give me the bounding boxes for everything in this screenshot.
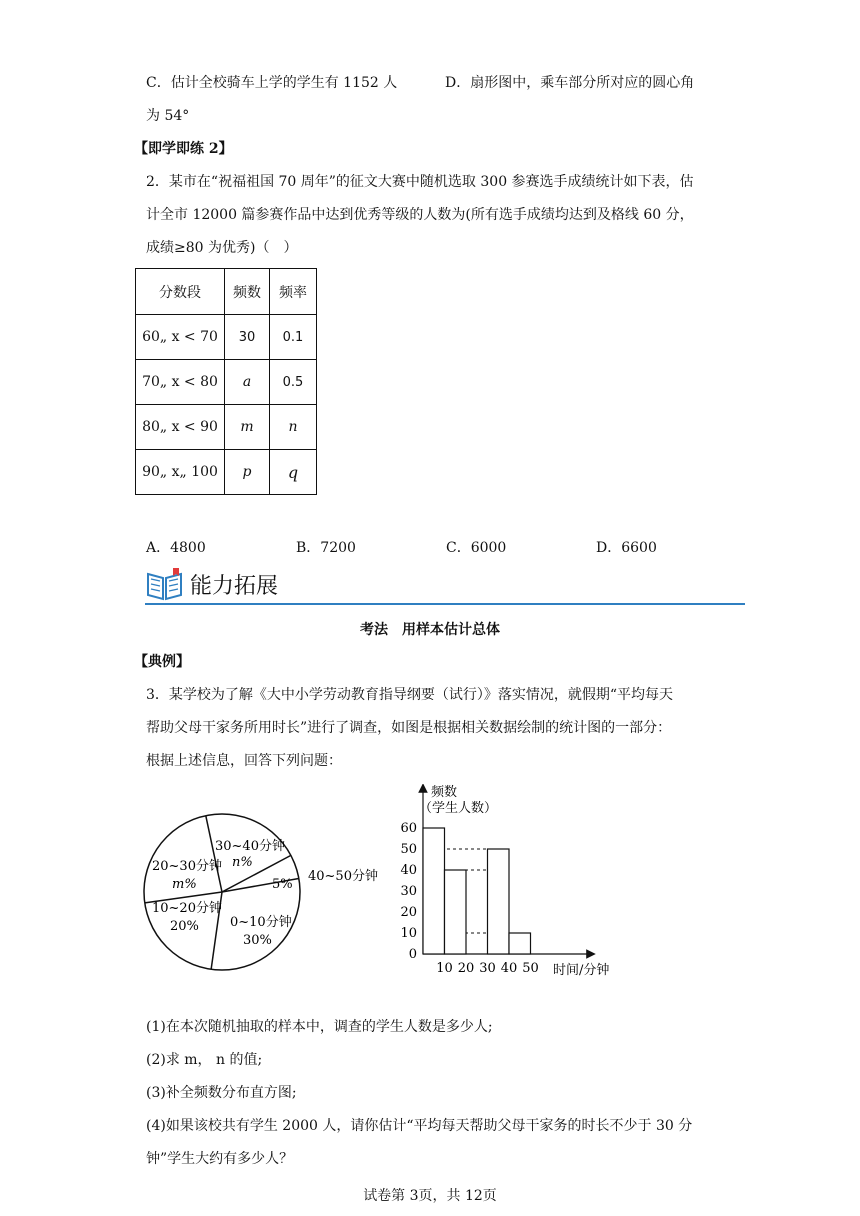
y-tick-label: 40 [400, 863, 417, 878]
table-cell: 0.1 [270, 315, 317, 360]
pie-value: m% [172, 877, 197, 892]
banner-title: 能力拓展 [190, 574, 279, 599]
table-cell: 80„ x < 90 [136, 405, 225, 450]
answer-option-c: C．6000 [446, 540, 507, 556]
q3-line3: 根据上述信息，回答下列问题： [146, 753, 342, 769]
table-cell: a [225, 360, 270, 405]
pie-label: 10~20分钟 [152, 901, 222, 916]
x-tick-label: 30 [479, 961, 496, 976]
score-table [135, 268, 317, 495]
y-tick-label: 20 [400, 905, 417, 920]
histogram-bar [509, 933, 531, 954]
table-header: 频数 [225, 269, 270, 315]
q3-line2: 帮助父母干家务所用时长”进行了调查，如图是根据相关数据绘制的统计图的一部分： [146, 720, 672, 736]
pie-label: 30~40分钟 [215, 839, 285, 854]
answer-option-a: A．4800 [146, 540, 206, 556]
pie-value: n% [232, 855, 253, 870]
x-axis-label: 时间/分钟 [553, 963, 610, 978]
q3-subq1: (1)在本次随机抽取的样本中，调查的学生人数是多少人; [146, 1019, 493, 1035]
pie-chart [140, 808, 380, 976]
table-cell: 70„ x < 80 [136, 360, 225, 405]
table-header: 频率 [270, 269, 317, 315]
answer-option-d: D．6600 [596, 540, 657, 556]
x-tick-label: 40 [500, 961, 518, 976]
y-tick-label: 30 [400, 884, 417, 899]
table-cell: q [270, 450, 317, 495]
banner-divider [145, 603, 745, 605]
y-tick-label: 10 [400, 926, 417, 941]
page-footer: 试卷第 3页，共 12页 [363, 1188, 497, 1204]
table-cell: 30 [225, 315, 270, 360]
x-tick-label: 10 [436, 961, 453, 976]
pie-value: 5% [272, 877, 293, 892]
option-c: C．估计全校骑车上学的学生有 1152 人 [146, 75, 398, 91]
option-d-continued: 为 54° [146, 108, 190, 124]
table-cell: n [270, 405, 317, 450]
table-cell: 90„ x„ 100 [136, 450, 225, 495]
book-icon [145, 566, 185, 602]
q3-subq3: (3)补全频数分布直方图; [146, 1085, 297, 1101]
q2-line2: 计全市 12000 篇参赛作品中达到优秀等级的人数为(所有选手成绩均达到及格线 60 分， [146, 207, 694, 223]
x-tick-label: 20 [457, 961, 475, 976]
pie-label: 40~50分钟 [308, 869, 378, 884]
y-axis-label-unit: （学生人数） [419, 801, 498, 816]
table-header: 分数段 [136, 269, 225, 315]
q3-subq4-line2: 钟”学生大约有多少人？ [146, 1151, 294, 1167]
histogram-bar [445, 870, 467, 954]
y-tick-label: 60 [400, 821, 417, 836]
y-tick-label: 0 [408, 947, 417, 962]
table-cell: 60„ x < 70 [136, 315, 225, 360]
y-tick-label: 50 [400, 842, 417, 857]
table-cell: m [225, 405, 270, 450]
q3-subq2: (2)求 m， n 的值; [146, 1052, 263, 1068]
practice-label: 【即学即练 2】 [134, 141, 233, 157]
histogram-bar [423, 828, 445, 954]
q3-line1: 3．某学校为了解《大中小学劳动教育指导纲要（试行）》落实情况，就假期“平均每天 [146, 687, 674, 703]
pie-label: 0~10分钟 [230, 915, 292, 930]
pie-value: 30% [243, 933, 272, 948]
table-cell: p [225, 450, 270, 495]
q2-line3: 成绩≥80 为优秀)（ ） [146, 240, 298, 256]
pie-label: 20~30分钟 [152, 859, 222, 874]
q3-subq4-line1: (4)如果该校共有学生 2000 人，请你估计“平均每天帮助父母干家务的时长不少于 30 分 [146, 1118, 693, 1134]
histogram-chart [395, 784, 625, 980]
answer-option-b: B．7200 [296, 540, 356, 556]
section-title: 考法 用样本估计总体 [360, 622, 500, 638]
histogram-bar [488, 849, 510, 954]
y-axis-label: 频数 [431, 785, 458, 800]
table-cell: 0.5 [270, 360, 317, 405]
example-label: 【典例】 [134, 654, 190, 670]
pie-value: 20% [170, 919, 199, 934]
q2-line1: 2．某市在“祝福祖国 70 周年”的征文大赛中随机选取 300 参赛选手成绩统计如下表，估 [146, 174, 694, 190]
option-d: D．扇形图中，乘车部分所对应的圆心角 [445, 75, 695, 91]
x-tick-label: 50 [522, 961, 539, 976]
